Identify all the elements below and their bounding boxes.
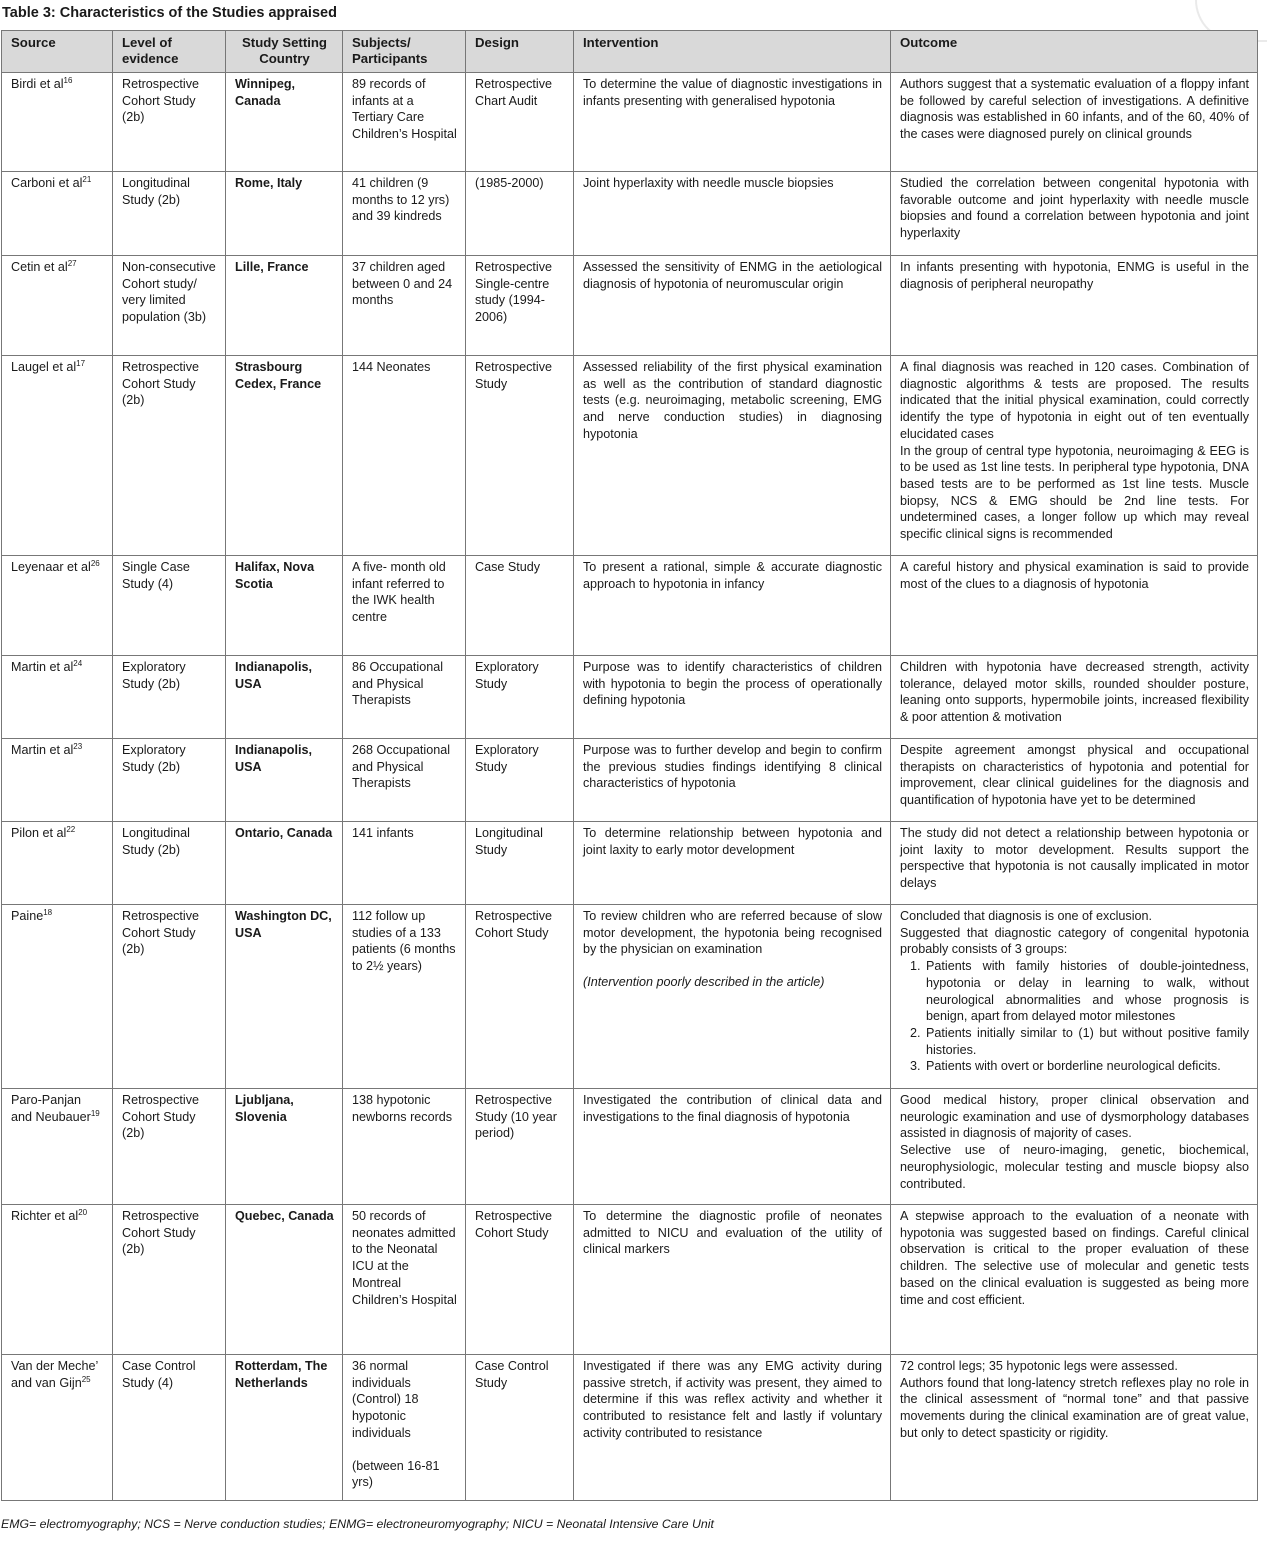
subjects-text: 89 records of infants at a Tertiary Care Children’s Hospital [352,77,457,142]
table-header-row [2,31,1258,73]
intervention-text: Purpose was to further develop and begin to confirm the previous studies findings identifying 8 clinical characteristics of hypotonia [583,743,882,791]
subjects-text: 141 infants [352,826,414,840]
source-cell [2,905,113,1089]
design-cell: Case Control Study [466,1355,574,1501]
outcome-text: Studied the correlation between congenital hypotonia with favorable outcome and joint hyperlaxity with needle muscle biopsies and found a correlation between hypotonia and joint hyperlaxity [900,176,1249,241]
subjects-cell [343,256,466,356]
subjects-cell [343,73,466,172]
level-cell: Retrospective Cohort Study (2b) [113,905,226,1089]
source-cell [2,172,113,256]
design-cell: Exploratory Study [466,739,574,822]
table-row [2,556,1258,656]
intervention-cell [574,256,891,356]
subjects-text: A five- month old infant referred to the IWK health centre [352,560,446,625]
subjects-cell [343,1205,466,1355]
design-cell: Retrospective Chart Audit [466,73,574,172]
subjects-cell [343,656,466,739]
subjects-text: 41 children (9 months to 12 yrs) and 39 kindreds [352,176,450,224]
intervention-cell [574,356,891,556]
table-row [2,656,1258,739]
source-cell [2,356,113,556]
reference-number: 17 [76,358,86,368]
level-cell: Retrospective Cohort Study (2b) [113,356,226,556]
intervention-cell [574,1355,891,1501]
source-name: Paro-Panjan and Neubauer [11,1093,91,1124]
table-row [2,73,1258,172]
intervention-text: Investigated if there was any EMG activity during passive stretch, if activity was present, they aimed to determine if this was reflex activity and whether it contributed to resistance felt and lastly if voluntary activity contributed to resistance [583,1359,882,1440]
source-name: Pilon et al [11,826,67,840]
outcome-text: Good medical history, proper clinical observation and neurologic examination and use of dysmorphology databases assisted in diagnosis of majority of cases. [900,1093,1249,1141]
header-setting: Study Setting Country [226,31,343,73]
table-row [2,739,1258,822]
subjects-text: 112 follow up studies of a 133 patients (6 months to 2½ years) [352,909,456,974]
intervention-cell [574,556,891,656]
setting-cell: Ljubljana, Slovenia [226,1089,343,1205]
setting-cell: Lille, France [226,256,343,356]
table-title: Table 3: Characteristics of the Studies appraised [2,5,337,21]
outcome-text: A careful history and physical examination is said to provide most of the clues to a diagnosis of hypotonia [900,560,1249,591]
outcome-list [900,958,1249,1075]
header-outcome: Outcome [891,31,1258,73]
setting-cell: Strasbourg Cedex, France [226,356,343,556]
source-name: Carboni et al [11,176,83,190]
subjects-cell [343,1355,466,1501]
reference-number: 24 [73,658,83,668]
source-cell [2,256,113,356]
source-name: Laugel et al [11,360,77,374]
outcome-list-item: 2. Patients initially similar to (1) but without positive family histories. [924,1025,1249,1058]
level-cell: Retrospective Cohort Study (2b) [113,1089,226,1205]
subjects-text: 37 children aged between 0 and 24 months [352,260,453,308]
intervention-cell [574,905,891,1089]
setting-cell: Indianapolis, USA [226,739,343,822]
source-cell [2,556,113,656]
reference-number: 20 [78,1207,88,1217]
reference-number: 19 [90,1108,100,1118]
source-name: Richter et al [11,1209,79,1223]
source-name: Cetin et al [11,260,68,274]
intervention-note: (Intervention poorly described in the article) [583,975,825,990]
header-source: Source [2,31,113,73]
intervention-cell [574,1089,891,1205]
outcome-list-item: 1. Patients with family histories of double-jointedness, hypotonia or delay in learning to walk, without neurological abnormalities and whose prognosis is benign, apart from delayed motor milestones [924,958,1249,1025]
design-cell: Case Study [466,556,574,656]
studies-table [1,30,1258,1501]
setting-cell: Quebec, Canada [226,1205,343,1355]
setting-cell: Ontario, Canada [226,822,343,905]
intervention-cell [574,822,891,905]
subjects-text: 268 Occupational and Physical Therapists [352,743,451,791]
subjects-text: 138 hypotonic newborns records [352,1093,453,1124]
source-name: Birdi et al [11,77,64,91]
intervention-text: To determine the value of diagnostic investigations in infants presenting with generalised hypotonia [583,77,882,108]
design-cell: Retrospective Study (10 year period) [466,1089,574,1205]
subjects-cell [343,822,466,905]
source-name: Van der Meche’ and van Gijn [11,1359,98,1390]
outcome-cell [891,1205,1258,1355]
intervention-text: To determine relationship between hypotonia and joint laxity to early motor development [583,826,882,857]
source-cell [2,1355,113,1501]
outcome-list-item: 3. Patients with overt or borderline neurological deficits. [924,1058,1249,1075]
intervention-cell [574,73,891,172]
outcome-cell [891,822,1258,905]
intervention-text: To review children who are referred because of slow motor development, the hypotonia being recognised by the physician on examination [583,909,882,957]
subjects-text: (between 16-81 yrs) [352,1458,440,1490]
design-cell: Retrospective Cohort Study [466,1205,574,1355]
setting-cell: Halifax, Nova Scotia [226,556,343,656]
intervention-cell [574,1205,891,1355]
outcome-text: Authors found that long-latency stretch reflexes play no role in the clinical assessment of “normal tone” and that passive movements during the clinical examination are of great value, but only to detect spasticity or rigidity. [900,1375,1249,1440]
intervention-text: Assessed reliability of the first physical examination as well as the contribution of standard diagnostic tests (e.g. neuroimaging, metabolic screening, EMG and nerve conduction studies) in diagnosing hypotonia [583,360,882,441]
level-cell: Non-consecutive Cohort study/ very limited population (3b) [113,256,226,356]
reference-number: 18 [43,907,53,917]
outcome-cell [891,556,1258,656]
outcome-cell [891,256,1258,356]
intervention-text: To determine the diagnostic profile of neonates admitted to NICU and evaluation of the utility of clinical markers [583,1209,882,1257]
reference-number: 16 [63,75,73,85]
table-row [2,1355,1258,1501]
intervention-text: Investigated the contribution of clinical data and investigations to the final diagnosis of hypotonia [583,1093,882,1124]
reference-number: 26 [90,558,100,568]
level-cell: Exploratory Study (2b) [113,739,226,822]
intervention-text: To present a rational, simple & accurate diagnostic approach to hypotonia in infancy [583,560,882,591]
subjects-text: 144 Neonates [352,360,431,374]
table-row [2,172,1258,256]
header-design: Design [466,31,574,73]
outcome-cell [891,1089,1258,1205]
source-cell [2,656,113,739]
outcome-text: Concluded that diagnosis is one of exclusion. [900,909,1153,923]
source-cell [2,73,113,172]
outcome-text: Suggested that diagnostic category of congenital hypotonia probably consists of 3 groups: [900,925,1249,957]
outcome-cell [891,73,1258,172]
source-name: Leyenaar et al [11,560,91,574]
subjects-cell [343,739,466,822]
source-cell [2,1089,113,1205]
outcome-cell [891,1355,1258,1501]
setting-cell: Rotterdam, The Netherlands [226,1355,343,1501]
table-row [2,256,1258,356]
reference-number: 27 [67,258,77,268]
reference-number: 21 [82,174,92,184]
outcome-cell [891,172,1258,256]
level-cell: Longitudinal Study (2b) [113,172,226,256]
table-row [2,822,1258,905]
intervention-cell [574,739,891,822]
subjects-cell [343,172,466,256]
table-row [2,1205,1258,1355]
outcome-cell [891,356,1258,556]
subjects-text: 86 Occupational and Physical Therapists [352,660,444,708]
table-row [2,905,1258,1089]
design-cell: Exploratory Study [466,656,574,739]
outcome-text: Despite agreement amongst physical and occupational therapists on characteristics of hypotonia and potential for improvement, clear clinical guidelines for the diagnosis and quantification of hypotonia have yet to be determined [900,743,1249,808]
subjects-text: 36 normal individuals (Control) 18 hypotonic individuals [352,1359,419,1440]
table-row [2,1089,1258,1205]
level-cell: Case Control Study (4) [113,1355,226,1501]
setting-cell: Washington DC, USA [226,905,343,1089]
intervention-cell [574,172,891,256]
source-name: Paine [11,909,44,923]
header-intervention: Intervention [574,31,891,73]
outcome-text: Selective use of neuro-imaging, genetic, biochemical, neurophysiologic, molecular testing and muscle biopsy also contributed. [900,1143,1249,1191]
outcome-text: A stepwise approach to the evaluation of a neonate with hypotonia was suggested based on findings. Careful clinical observation is critical to the proper evaluation of these children. The selective use of molecular and genetic tests based on the clinical evaluation is suggested as being more time and cost efficient. [900,1209,1249,1307]
source-cell [2,1205,113,1355]
source-name: Martin et al [11,743,74,757]
level-cell: Longitudinal Study (2b) [113,822,226,905]
subjects-text: 50 records of neonates admitted to the Neonatal ICU at the Montreal Children’s Hospital [352,1209,457,1307]
outcome-cell [891,656,1258,739]
outcome-text: In the group of central type hypotonia, neuroimaging & EEG is to be used as 1st line tests. In peripheral type hypotonia, DNA based tests are to be performed as 1st line tests. Muscle biopsy, NCS & EMG should be 2nd line tests. For undetermined cases, a longer follow up which may reveal specific clinical signs is recommended [900,443,1249,542]
level-cell: Retrospective Cohort Study (2b) [113,73,226,172]
design-cell: Retrospective Single-centre study (1994-2006) [466,256,574,356]
source-name: Martin et al [11,660,74,674]
reference-number: 23 [73,741,83,751]
header-level: Level of evidence [113,31,226,73]
design-cell: Retrospective Study [466,356,574,556]
outcome-text: Authors suggest that a systematic evaluation of a floppy infant be followed by careful selection of investigations. A definitive diagnosis was established in 60 infants, and of the 60, 40% of the cases were diagnosed purely on clinical grounds [900,77,1249,142]
outcome-text: In infants presenting with hypotonia, ENMG is useful in the diagnosis of peripheral neuropathy [900,260,1249,291]
design-cell: Longitudinal Study [466,822,574,905]
table-row [2,356,1258,556]
subjects-cell [343,356,466,556]
reference-number: 22 [66,824,76,834]
outcome-text: Children with hypotonia have decreased strength, activity tolerance, delayed motor skills, rounded shoulder posture, leaning onto supports, hypermobile joints, increased flexibility & poor attention & motivation [900,660,1249,725]
outcome-cell [891,905,1258,1089]
outcome-cell [891,739,1258,822]
source-cell [2,822,113,905]
intervention-text: Assessed the sensitivity of ENMG in the aetiological diagnosis of hypotonia of neuromuscular origin [583,260,882,291]
outcome-text: A final diagnosis was reached in 120 cases. Combination of diagnostic algorithms & tests are proposed. The results indicated that the initial physical examination, could correctly identify the type of hypotonia in eight out of ten eventually elucidated cases [900,360,1249,441]
intervention-cell [574,656,891,739]
outcome-text: The study did not detect a relationship between hypotonia or joint laxity to motor development. Results support the perspective that hypotonia is not causally implicated in motor delays [900,826,1249,891]
level-cell: Retrospective Cohort Study (2b) [113,1205,226,1355]
outcome-text: 72 control legs; 35 hypotonic legs were assessed. [900,1359,1178,1373]
footnote: EMG= electromyography; NCS = Nerve conduction studies; ENMG= electroneuromyography; NICU = Neonatal Intensive Care Unit [1,1517,714,1531]
level-cell: Single Case Study (4) [113,556,226,656]
source-cell [2,739,113,822]
design-cell: Retrospective Cohort Study [466,905,574,1089]
subjects-cell [343,556,466,656]
setting-cell: Indianapolis, USA [226,656,343,739]
setting-cell: Rome, Italy [226,172,343,256]
intervention-text: Purpose was to identify characteristics of children with hypotonia to begin the process of operationally defining hypotonia [583,660,882,708]
setting-cell: Winnipeg, Canada [226,73,343,172]
design-cell: (1985-2000) [466,172,574,256]
level-cell: Exploratory Study (2b) [113,656,226,739]
subjects-cell [343,1089,466,1205]
intervention-text: Joint hyperlaxity with needle muscle biopsies [583,176,834,190]
subjects-cell [343,905,466,1089]
header-subjects: Subjects/ Participants [343,31,466,73]
reference-number: 25 [81,1374,91,1384]
